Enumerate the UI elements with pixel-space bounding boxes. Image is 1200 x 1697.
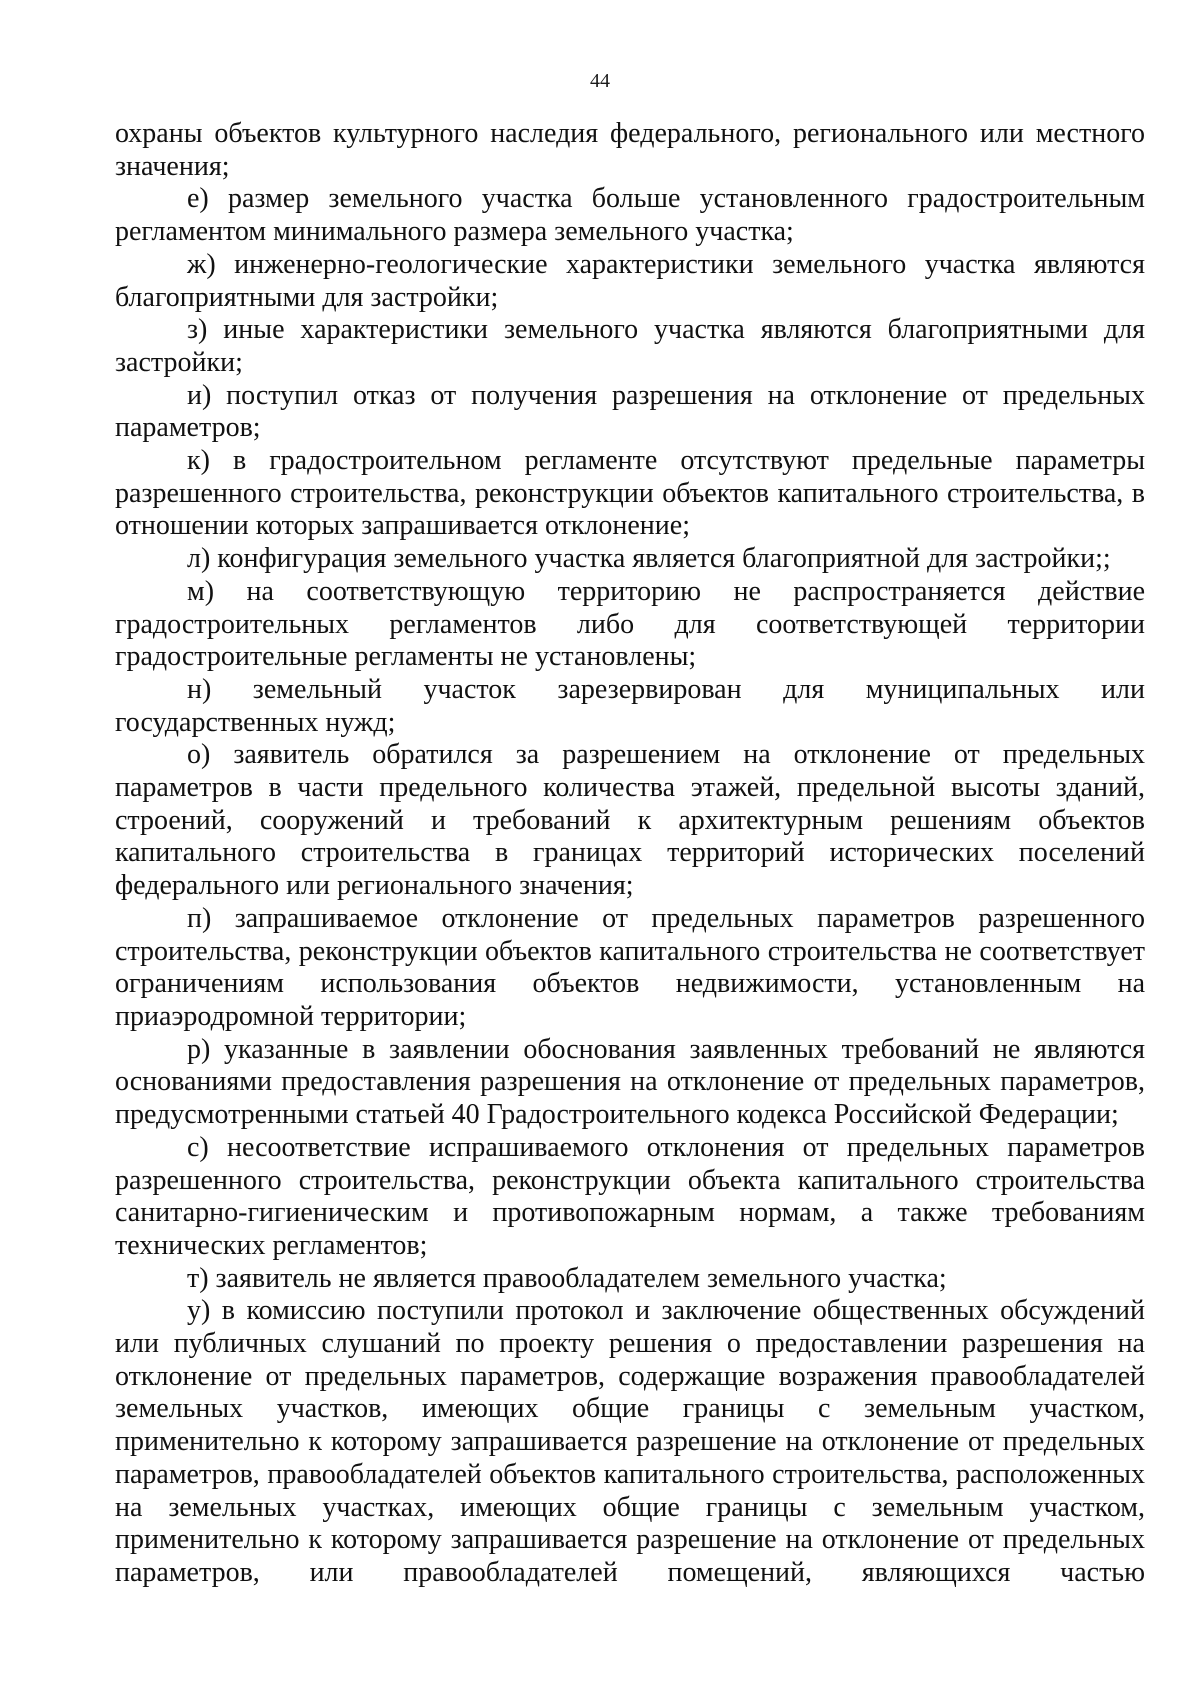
paragraph-item-i: и) поступил отказ от получения разрешения на отклонение от предельных параметров; (115, 379, 1145, 444)
paragraph-continuation: охраны объектов культурного наследия федерального, регионального или местного значения; (115, 118, 1145, 182)
document-body (115, 118, 1145, 1590)
paragraph-item-o: о) заявитель обратился за разрешением на отклонение от предельных параметров в части предельного количества этажей, предельной высоты зданий, строений, сооружений и требований к архитектурным решениям объектов капитального строительства в границах территорий исторических поселений федерального или регионального значения; (115, 739, 1145, 902)
paragraph-item-r: р) указанные в заявлении обоснования заявленных требований не являются основаниями предоставления разрешения на отклонение от предельных параметров, предусмотренными статьей 40 Градостроительного кодекса Российской Федерации; (115, 1033, 1145, 1131)
paragraph-item-t: т) заявитель не является правообладателем земельного участка; (187, 1262, 947, 1294)
paragraph-item-zh: ж) инженерно-геологические характеристики земельного участка являются благоприятными для застройки; (115, 248, 1145, 313)
paragraph-item-p: п) запрашиваемое отклонение от предельных параметров разрешенного строительства, реконструкции объектов капитального строительства не соответствует ограничениям использования объектов недвижимости, установленным на приаэродромной территории; (115, 902, 1145, 1032)
paragraph-item-n: н) земельный участок зарезервирован для муниципальных или государственных нужд; (115, 673, 1145, 738)
paragraph-item-k: к) в градостроительном регламенте отсутствуют предельные параметры разрешенного строительства, реконструкции объектов капитального строительства, в отношении которых запрашивается отклонение; (115, 445, 1145, 542)
paragraph-item-m: м) на соответствующую территорию не распространяется действие градостроительных регламентов либо для соответствующей территории градостроительные регламенты не установлены; (115, 575, 1145, 673)
paragraph-item-e: е) размер земельного участка больше установленного градостроительным регламентом минимального размера земельного участка; (115, 183, 1145, 248)
page-number: 44 (590, 70, 610, 92)
paragraph-item-z: з) иные характеристики земельного участка являются благоприятными для застройки; (115, 314, 1145, 378)
paragraph-item-u: у) в комиссию поступили протокол и заключение общественных обсуждений или публичных слушаний по проекту решения о предоставлении разрешения на отклонение от предельных параметров, содержащие возражения правообладателей земельных участков, имеющих общие границы с земельным участком, применительно к которому запрашивается разрешение на отклонение от предельных параметров, правообладателей объектов капитального строительства, расположенных на земельных участках, имеющих общие границы с земельным участком, применительно к которому запрашивается разрешение на отклонение от предельных параметров, или правообладателей помещений, являющихся частью (115, 1295, 1145, 1588)
paragraph-item-l: л) конфигурация земельного участка является благоприятной для застройки;; (187, 543, 1111, 575)
paragraph-item-s: с) несоответствие испрашиваемого отклонения от предельных параметров разрешенного строительства, реконструкции объекта капитального строительства санитарно-гигиеническим и противопожарным нормам, а также требованиям технических регламентов; (115, 1131, 1145, 1261)
